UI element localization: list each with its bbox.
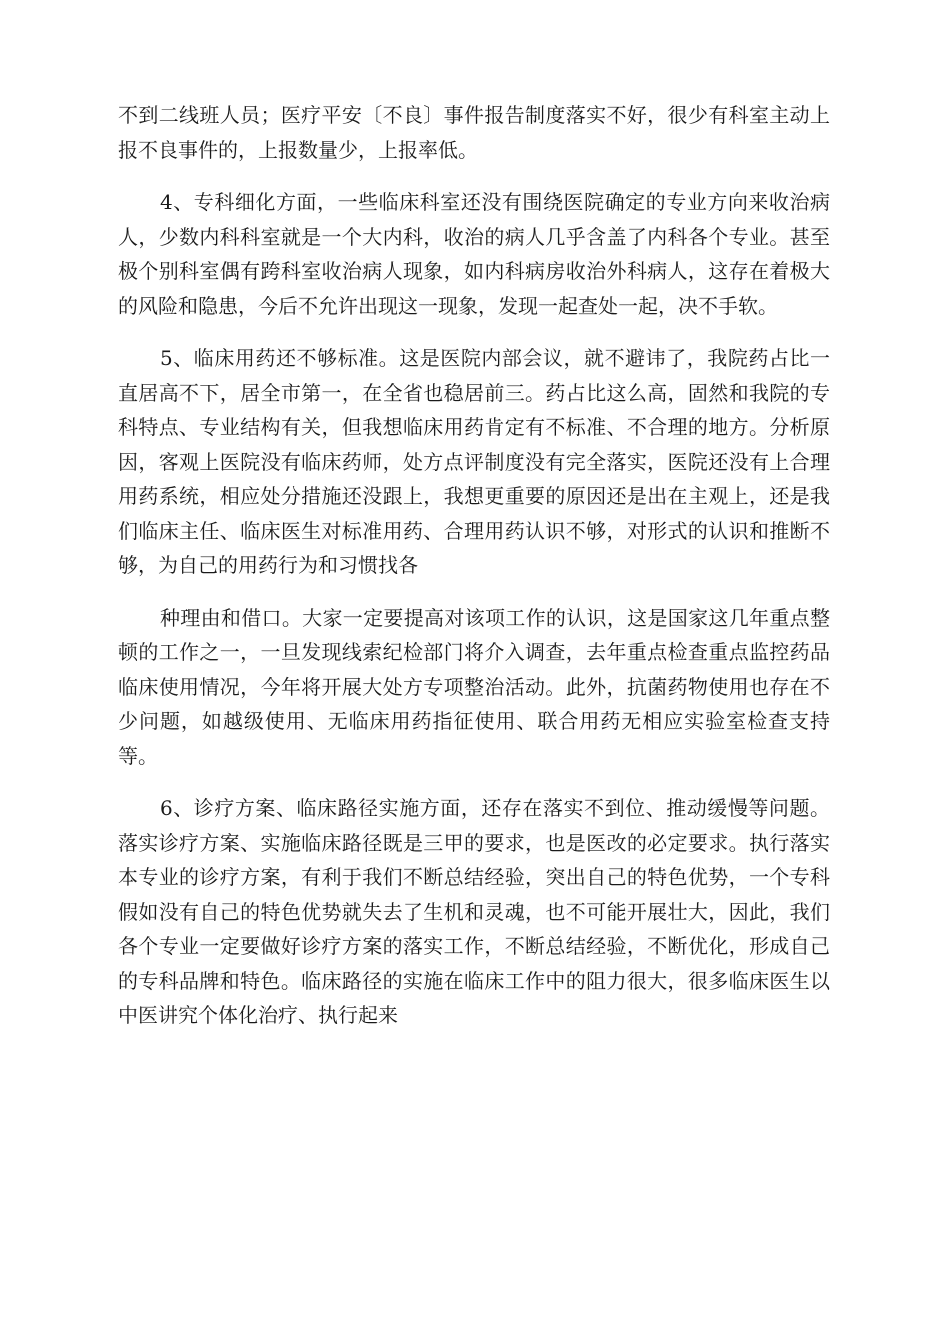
paragraph-3: 5、临床用药还不够标准。这是医院内部会议，就不避讳了，我院药占比一直居高不下，居全市第一，在全省也稳居前三。药占比这么高，固然和我院的专科特点、专业结构有关，但我想临床用药肯定有不标准、不合理的地方。分析原因，客观上医院没有临床药师，处方点评制度没有完全落实，医院还没有上合理用药系统，相应处分措施还没跟上，我想更重要的原因还是出在主观上，还是我们临床主任、临床医生对标准用药、合理用药认识不够，对形式的认识和推断不够，为自己的用药行为和习惯找各 xyxy=(118,346,830,577)
paragraph-5: 6、诊疗方案、临床路径实施方面，还存在落实不到位、推动缓慢等问题。落实诊疗方案、实施临床路径既是三甲的要求，也是医改的必定要求。执行落实本专业的诊疗方案，有利于我们不断总结经验，突出自己的特色优势，一个专科假如没有自己的特色优势就失去了生机和灵魂，也不可能开展壮大，因此，我们各个专业一定要做好诊疗方案的落实工作，不断总结经验，不断优化，形成自己的专科品牌和特色。临床路径的实施在临床工作中的阻力很大，很多临床医生以中医讲究个体化治疗、执行起来 xyxy=(118,796,830,1027)
paragraph-1: 不到二线班人员；医疗平安〔不良〕事件报告制度落实不好，很少有科室主动上报不良事件的，上报数量少，上报率低。 xyxy=(118,103,830,162)
document-page xyxy=(118,98,830,1051)
paragraph-4: 种理由和借口。大家一定要提高对该项工作的认识，这是国家这几年重点整顿的工作之一，一旦发现线索纪检部门将介入调查，去年重点检查重点监控药品临床使用情况，今年将开展大处方专项整治活动。此外，抗菌药物使用也存在不少问题，如越级使用、无临床用药指征使用、联合用药无相应实验室检查支持等。 xyxy=(118,605,830,768)
paragraph-2: 4、专科细化方面，一些临床科室还没有围绕医院确定的专业方向来收治病人，少数内科科室就是一个大内科，收治的病人几乎含盖了内科各个专业。甚至极个别科室偶有跨科室收治病人现象，如内科病房收治外科病人，这存在着极大的风险和隐患，今后不允许出现这一现象，发现一起查处一起，决不手软。 xyxy=(118,190,830,318)
